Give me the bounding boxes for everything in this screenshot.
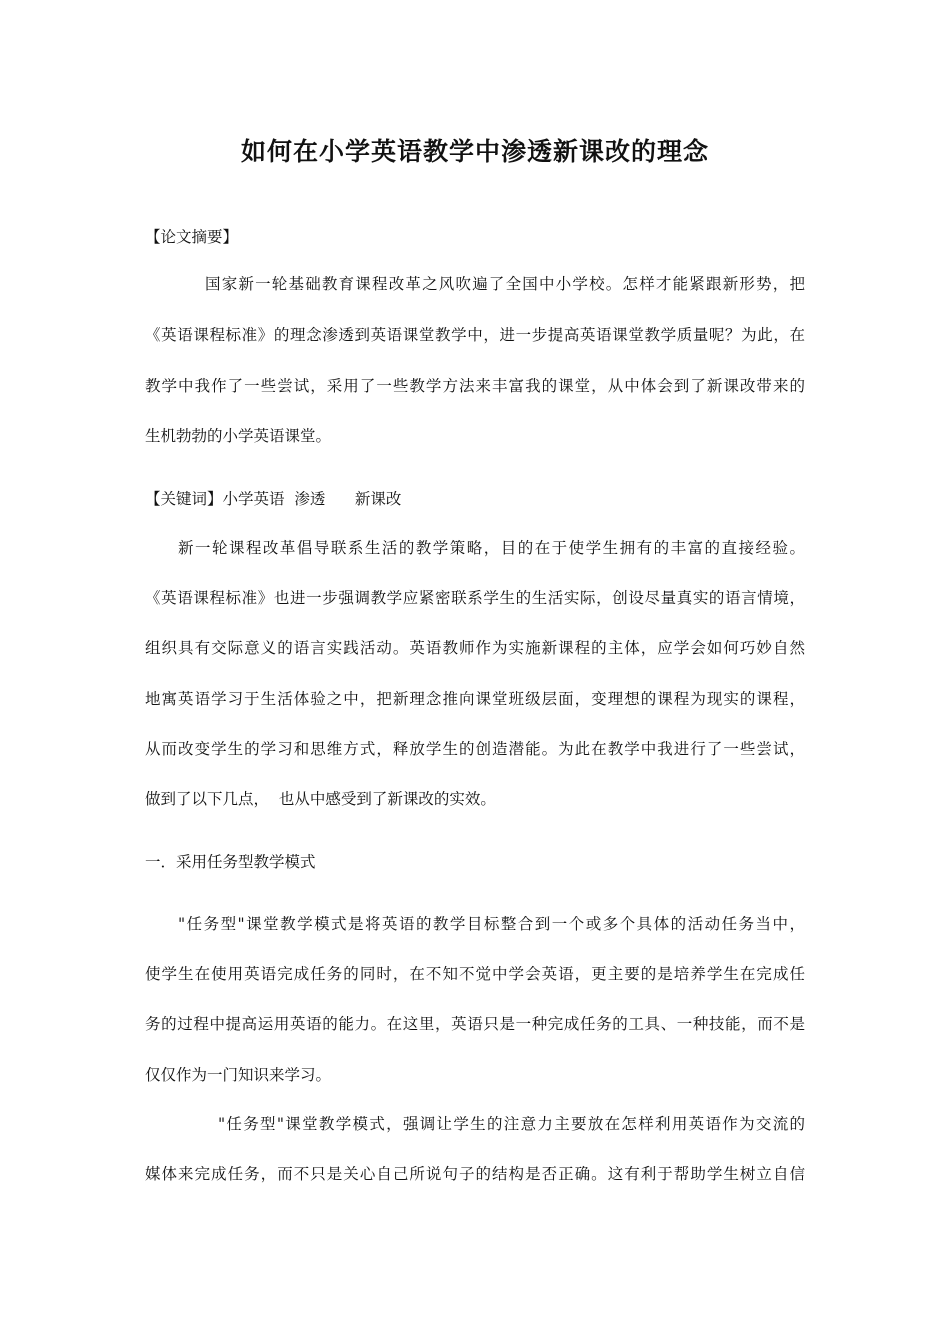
section1-line: 仅仅作为一门知识来学习。: [145, 1066, 332, 1084]
abstract-line: 《英语课程标准》的理念渗透到英语课堂教学中，进一步提高英语课堂教学质量呢？为此，在: [145, 326, 805, 344]
intro-line: 地寓英语学习于生活体验之中，把新理念推向课堂班级层面，变理想的课程为现实的课程，: [145, 690, 805, 708]
intro-line: 《英语课程标准》也进一步强调教学应紧密联系学生的生活实际，创设尽量真实的语言情境，: [145, 589, 805, 607]
document-title: 如何在小学英语教学中渗透新课改的理念: [240, 137, 709, 166]
abstract-line: 国家新一轮基础教育课程改革之风吹遍了全国中小学校。怎样才能紧跟新形势，把: [205, 275, 805, 293]
section1-line: "任务型"课堂教学模式是将英语的教学目标整合到一个或多个具体的活动任务当中，: [178, 915, 805, 933]
keywords-line: 【关键词】小学英语 渗透 新课改: [145, 490, 402, 508]
section1-line: "任务型"课堂教学模式，强调让学生的注意力主要放在怎样利用英语作为交流的: [218, 1115, 805, 1133]
intro-line: 从而改变学生的学习和思维方式，释放学生的创造潜能。为此在教学中我进行了一些尝试，: [145, 740, 805, 758]
section1-line: 务的过程中提高运用英语的能力。在这里，英语只是一种完成任务的工具、一种技能，而不是: [145, 1015, 805, 1033]
abstract-line: 生机勃勃的小学英语课堂。: [145, 427, 332, 445]
section1-line: 媒体来完成任务，而不只是关心自己所说句子的结构是否正确。这有利于帮助学生树立自信: [145, 1165, 805, 1183]
intro-line: 做到了以下几点， 也从中感受到了新课改的实效。: [145, 790, 496, 808]
section-heading: 一．采用任务型教学模式: [145, 853, 316, 871]
abstract-heading: 【论文摘要】: [145, 228, 239, 246]
intro-line: 组织具有交际意义的语言实践活动。英语教师作为实施新课程的主体，应学会如何巧妙自然: [145, 639, 805, 657]
section1-line: 使学生在使用英语完成任务的同时，在不知不觉中学会英语，更主要的是培养学生在完成任: [145, 965, 805, 983]
intro-line: 新一轮课程改革倡导联系生活的教学策略，目的在于使学生拥有的丰富的直接经验。: [178, 539, 805, 557]
abstract-line: 教学中我作了一些尝试，采用了一些教学方法来丰富我的课堂，从中体会到了新课改带来的: [145, 377, 805, 395]
